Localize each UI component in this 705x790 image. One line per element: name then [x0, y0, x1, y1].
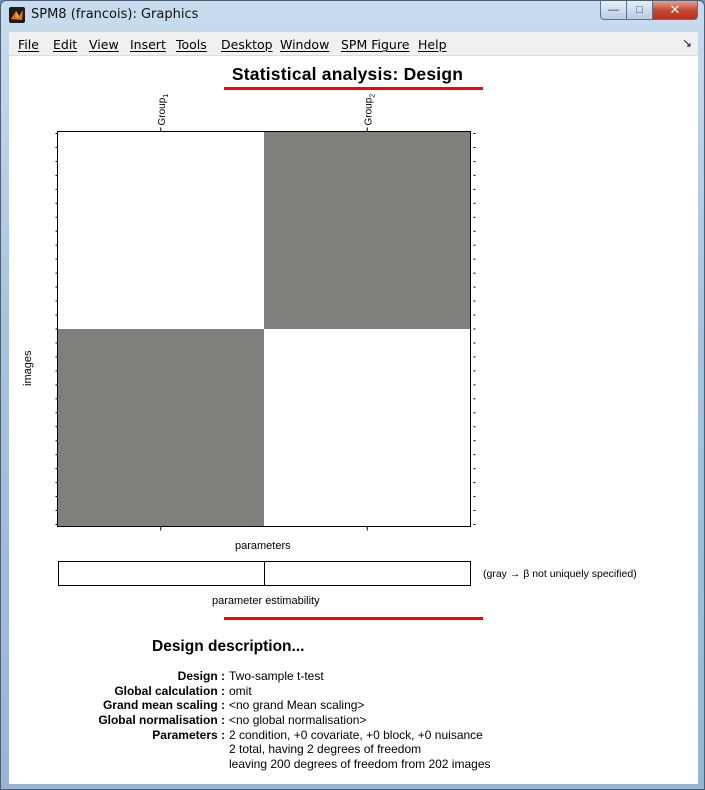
- estimability-label: parameter estimability: [212, 595, 320, 607]
- menu-file[interactable]: File: [18, 37, 39, 52]
- title-bar[interactable]: [1, 1, 704, 29]
- figure-title: Statistical analysis: Design: [231, 64, 464, 84]
- desc-key-parameters: Parameters :: [152, 728, 225, 742]
- design-matrix-cells: [58, 132, 471, 527]
- window-frame-left: [1, 29, 9, 790]
- close-icon: ✕: [669, 2, 681, 17]
- minimize-icon: —: [608, 4, 619, 16]
- desc-key-grand-mean-scaling: Grand mean scaling :: [102, 698, 225, 712]
- maximize-button[interactable]: [627, 1, 653, 20]
- menu-edit[interactable]: Edit: [53, 37, 78, 52]
- desc-value-grand-mean-scaling: <no grand Mean scaling>: [229, 698, 365, 712]
- desc-key-global-normalisation: Global normalisation :: [98, 713, 225, 727]
- menu-desktop[interactable]: Desktop: [221, 37, 273, 52]
- menu-tools[interactable]: Tools: [176, 37, 207, 52]
- column-label-text: Group$_2$: [363, 93, 377, 126]
- window-title: SPM8 (francois): Graphics: [31, 7, 199, 22]
- close-button[interactable]: [653, 1, 698, 20]
- design-description-title: Design description...: [152, 638, 305, 655]
- matlab-app-icon[interactable]: [9, 7, 25, 23]
- separator-line: [224, 617, 483, 620]
- menu-bar: [9, 32, 698, 56]
- column-label-subscript: 1: [162, 93, 170, 98]
- menu-help[interactable]: Help: [418, 37, 447, 52]
- column-label-text: Group$_1$: [156, 93, 170, 126]
- dock-arrow-icon[interactable]: ↘: [681, 36, 692, 50]
- column-label: [363, 94, 376, 126]
- menu-insert[interactable]: Insert: [130, 37, 166, 52]
- design-matrix-column-labels: [157, 94, 377, 126]
- column-label: [157, 94, 170, 126]
- desc-value-global-normalisation: <no global normalisation>: [229, 713, 367, 727]
- desc-value-design: Two-sample t-test: [229, 669, 324, 683]
- design-matrix-yticks-right: [474, 134, 476, 525]
- figure-canvas: [9, 56, 698, 784]
- menu-spm-figure[interactable]: SPM Figure: [341, 37, 410, 52]
- matrix-xlabel: parameters: [235, 540, 291, 552]
- design-matrix-plot: [9, 56, 698, 616]
- desc-value-parameters: 2 condition, +0 covariate, +0 block, +0 nuisance: [229, 728, 483, 742]
- desc-value-global-calculation: omit: [229, 684, 252, 698]
- desc-value-parameters-total: 2 total, having 2 degrees of freedom: [229, 742, 422, 756]
- matrix-ylabel: images: [22, 350, 34, 386]
- design-matrix-cell: [264, 132, 471, 330]
- design-matrix-cell: [58, 329, 265, 527]
- desc-key-global-calculation: Global calculation :: [114, 684, 225, 698]
- maximize-icon: □: [636, 4, 643, 16]
- menu-view[interactable]: View: [89, 37, 119, 52]
- menu-window[interactable]: Window: [280, 37, 330, 52]
- design-matrix-cell: [264, 329, 471, 527]
- desc-key-design: Design :: [177, 669, 225, 683]
- desc-value-parameters-dof: leaving 200 degrees of freedom from 202 images: [229, 757, 491, 771]
- estimability-note: (gray → β not uniquely specified): [483, 568, 637, 580]
- minimize-button[interactable]: [600, 1, 627, 20]
- column-label-subscript: 2: [369, 93, 377, 98]
- design-matrix-cell: [58, 132, 265, 330]
